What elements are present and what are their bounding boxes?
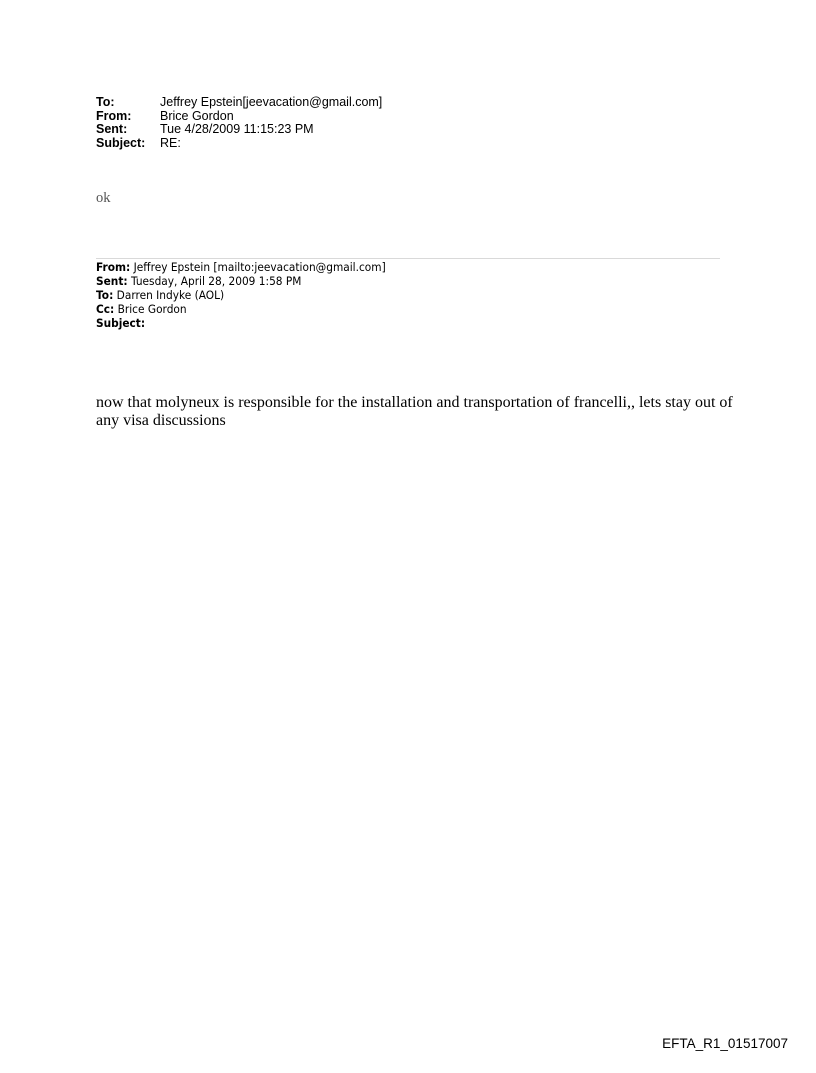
quoted-subject-label: Subject: [96, 316, 146, 330]
to-value: Jeffrey Epstein[jeevacation@gmail.com] [160, 95, 383, 109]
quoted-to-row [96, 288, 386, 302]
quoted-cc-row [96, 302, 386, 316]
header-from-row [96, 110, 382, 124]
quoted-sent-row [96, 274, 386, 288]
quoted-from-row [96, 260, 386, 274]
quoted-divider [96, 258, 720, 259]
quoted-cc-label: Cc: [96, 302, 115, 316]
quoted-sent-value: Tuesday, April 28, 2009 1:58 PM [127, 274, 302, 288]
header-subject-row [96, 137, 382, 151]
sent-value: Tue 4/28/2009 11:15:23 PM [160, 122, 314, 136]
email-header [96, 96, 382, 150]
sent-label: Sent: [96, 122, 128, 136]
quoted-body: now that molyneux is responsible for the installation and transportation of francelli,, lets stay out of any visa discussions [96, 394, 733, 429]
from-label: From: [96, 108, 132, 123]
quoted-from-label: From: [96, 260, 131, 274]
quoted-sent-label: Sent: [96, 274, 128, 288]
quoted-header [96, 260, 386, 330]
quoted-cc-value: Brice Gordon [114, 302, 187, 316]
quoted-subject-row [96, 316, 386, 330]
quoted-to-label: To: [96, 288, 114, 302]
from-value: Brice Gordon [160, 108, 234, 123]
to-label: To: [96, 95, 115, 109]
header-to-row [96, 96, 382, 110]
quoted-from-value: Jeffrey Epstein [mailto:jeevacation@gmail.com] [130, 260, 386, 274]
header-sent-row [96, 123, 382, 137]
subject-value: RE: [160, 135, 181, 150]
document-id: EFTA_R1_01517007 [662, 1036, 788, 1051]
quoted-to-value: Darren Indyke (AOL) [113, 288, 225, 302]
email-body: ok [96, 190, 111, 206]
subject-label: Subject: [96, 135, 146, 150]
